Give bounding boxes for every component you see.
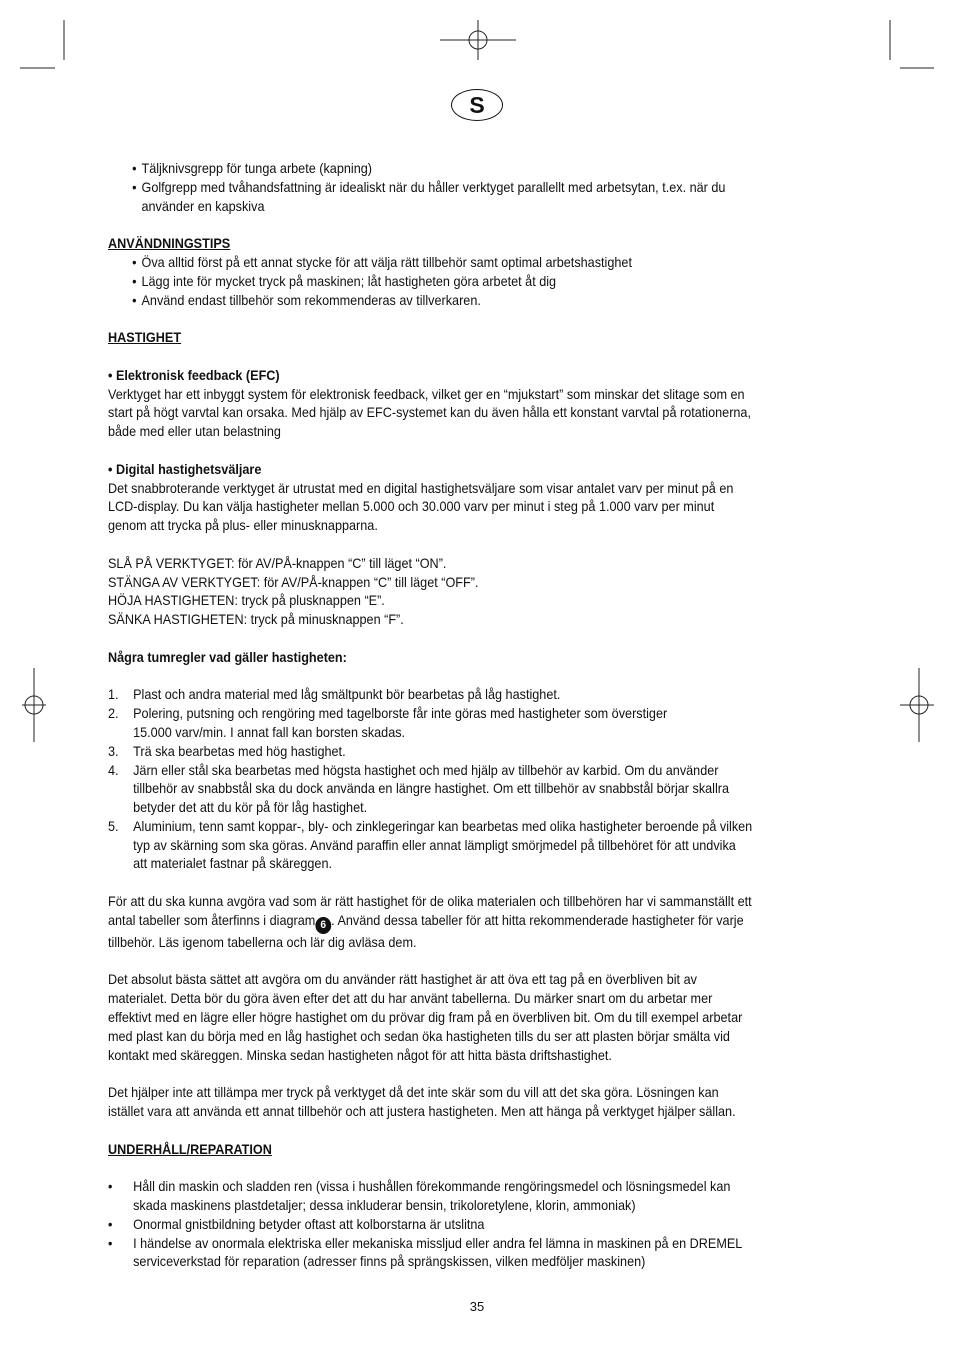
text-line: LCD-display. Du kan välja hastigheter mellan 5.000 och 30.000 varv per minut i steg på 1.000 varv per minut: [108, 499, 715, 515]
paragraph-practice: [108, 971, 796, 1065]
text-line: skada maskinens plastdetaljer; dessa inkluderar bensin, trikoloretylene, klorin, ammoniak): [133, 1198, 636, 1214]
text-line: Polering, putsning och rengöring med tagelborste får inte göras med hastigheter som överstiger: [133, 706, 668, 722]
list-item: [108, 1178, 796, 1216]
subheading-efc: • Elektronisk feedback (EFC): [108, 367, 280, 383]
list-item: • Golfgrepp med tvåhandsfattning är idealiskt när du håller verktyget parallellt med arbetsytan, t.ex. när du: [108, 179, 796, 198]
numbered-item: [108, 762, 796, 818]
text-line: [108, 912, 796, 934]
text-line: Det absolut bästa sättet att avgöra om du använder rätt hastighet är att öva ett tag på en överbliven bit av: [108, 972, 697, 988]
text-fragment: . Använd dessa tabeller för att hitta rekommenderade hastigheter för varje: [331, 912, 744, 928]
text-line: att materialet fastnar på skäreggen.: [133, 856, 332, 872]
text-line: Järn eller stål ska bearbetas med högsta hastighet och med hjälp av tillbehör av karbid. Om du använder: [133, 762, 719, 778]
page-number: 35: [469, 1299, 485, 1314]
list-item: [108, 1235, 796, 1273]
item-number: 3.: [108, 743, 119, 759]
text-line: med plast kan du börja med en låg hastighet och sedan öka hastigheten tills du ser att plasten börjar smälta vid: [108, 1028, 730, 1044]
text-line: • Onormal gnistbildning betyder oftast att kolborstarna är utslitna: [133, 1216, 485, 1232]
rules-list: [108, 686, 796, 874]
text-line: tillbehör. Läs igenom tabellerna och lär dig avläsa dem.: [108, 934, 417, 950]
list-item: • Öva alltid först på ett annat stycke för att välja rätt tillbehör samt optimal arbetshastighet: [108, 254, 796, 273]
paragraph-tables: [108, 893, 796, 953]
text-line: istället vara att använda ett annat tillbehör och att justera hastigheten. Men att hänga på verktyget hjälper sällan.: [108, 1104, 736, 1120]
section-heading-speed: HASTIGHET: [108, 330, 182, 346]
item-number: 1.: [108, 687, 119, 703]
numbered-item: [108, 743, 796, 762]
text-line: kontakt med skäreggen. Minska sedan hastigheten något för att hitta bästa driftshastighet.: [108, 1047, 612, 1063]
list-item: [108, 1216, 796, 1235]
text-line: serviceverkstad för reparation (adresser finns på sprängskissen, vilken medföljer maskinen): [133, 1254, 646, 1270]
text-line: materialet. Detta bör du göra även efter det att du har använt tabellerna. Du märker snart om du arbetar mer: [108, 991, 713, 1007]
text-line: • Håll din maskin och sladden ren (vissa i hushållen förekommande rengöringsmedel och lösningsmedel kan: [133, 1179, 731, 1195]
list-item: • Täljknivsgrepp för tunga arbete (kapning): [108, 160, 796, 179]
item-number: 2.: [108, 706, 119, 722]
intro-bullets: [108, 160, 796, 216]
list-item-continuation: använder en kapskiva: [141, 198, 265, 214]
section-heading-maintenance: UNDERHÅLL/REPARATION: [108, 1141, 272, 1157]
text-line: Aluminium, tenn samt koppar-, bly- och zinklegeringar kan bearbetas med olika hastigheter beroende på vilken: [133, 818, 753, 834]
control-instruction: SLÅ PÅ VERKTYGET: för AV/PÅ-knappen “C” till läget “ON”.: [108, 555, 447, 571]
text-line: start på högt varvtal kan orsaka. Med hjälp av EFC-systemet kan du även hålla ett konstant varvtal på rotationerna,: [108, 405, 751, 421]
section-heading-tips: ANVÄNDNINGSTIPS: [108, 236, 231, 252]
item-number: 4.: [108, 762, 119, 778]
control-instruction: STÄNGA AV VERKTYGET: för AV/PÅ-knappen “C” till läget “OFF”.: [108, 574, 479, 590]
control-instruction: SÄNKA HASTIGHETEN: tryck på minusknappen “F”.: [108, 612, 404, 628]
text-line: betyder det att du kör på för låg hastighet.: [133, 800, 368, 816]
list-item: • Använd endast tillbehör som rekommenderas av tillverkaren.: [108, 292, 796, 311]
text-line: Det hjälper inte att tillämpa mer tryck på verktyget då det inte skär som du vill att det ska göra. Lösningen kan: [108, 1085, 719, 1101]
text-line: typ av skärning som ska göras. Använd paraffin eller annat lämpligt smörjmedel på tillbehöret för att undvika: [133, 837, 736, 853]
text-line: Det snabbroterande verktyget är utrustat med en digital hastighetsväljare som visar antalet varv per minut på en: [108, 480, 734, 496]
numbered-item: [108, 686, 796, 705]
text-line: 15.000 varv/min. I annat fall kan borsten skadas.: [133, 724, 406, 740]
text-line: genom att trycka på plus- eller minusknapparna.: [108, 518, 378, 534]
text-fragment: antal tabeller som återfinns i diagram: [108, 912, 316, 928]
numbered-item: [108, 705, 796, 743]
text-line: Verktyget har ett inbyggt system för elektronisk feedback, vilket ger en “mjukstart” som minskar det slitage som en: [108, 386, 745, 402]
text-line: • I händelse av onormala elektriska eller mekaniska missljud eller andra fel lämna in maskinen på en DREMEL: [133, 1235, 743, 1251]
text-line: Plast och andra material med låg smältpunkt bör bearbetas på låg hastighet.: [133, 687, 561, 703]
item-number: 5.: [108, 818, 119, 834]
text-line: effektivt med en lägre eller högre hastighet om du prövar dig fram på en överbliven bit. Om du till exempel arbetar: [108, 1010, 743, 1026]
paragraph-pressure: [108, 1084, 796, 1122]
numbered-item: [108, 818, 796, 874]
subheading-rules: Några tumregler vad gäller hastigheten:: [108, 649, 347, 665]
text-line: För att du ska kunna avgöra vad som är rätt hastighet för de olika materialen och tillbehören har vi sammanställt ett: [108, 894, 752, 910]
control-instruction: HÖJA HASTIGHETEN: tryck på plusknappen “E”.: [108, 593, 385, 609]
language-badge: S: [451, 89, 503, 121]
list-item: • Lägg inte för mycket tryck på maskinen; låt hastigheten göra arbetet åt dig: [108, 273, 796, 292]
text-line: Trä ska bearbetas med hög hastighet.: [133, 743, 346, 759]
subheading-digital: • Digital hastighetsväljare: [108, 461, 262, 477]
text-line: tillbehör av snabbstål ska du dock använda en längre hastighet. Om ett tillbehör av snabbstål börjar skallra: [133, 781, 730, 797]
text-line: både med eller utan belastning: [108, 424, 281, 440]
page-content: [108, 160, 796, 1272]
diagram-reference-badge: 6: [315, 917, 331, 934]
